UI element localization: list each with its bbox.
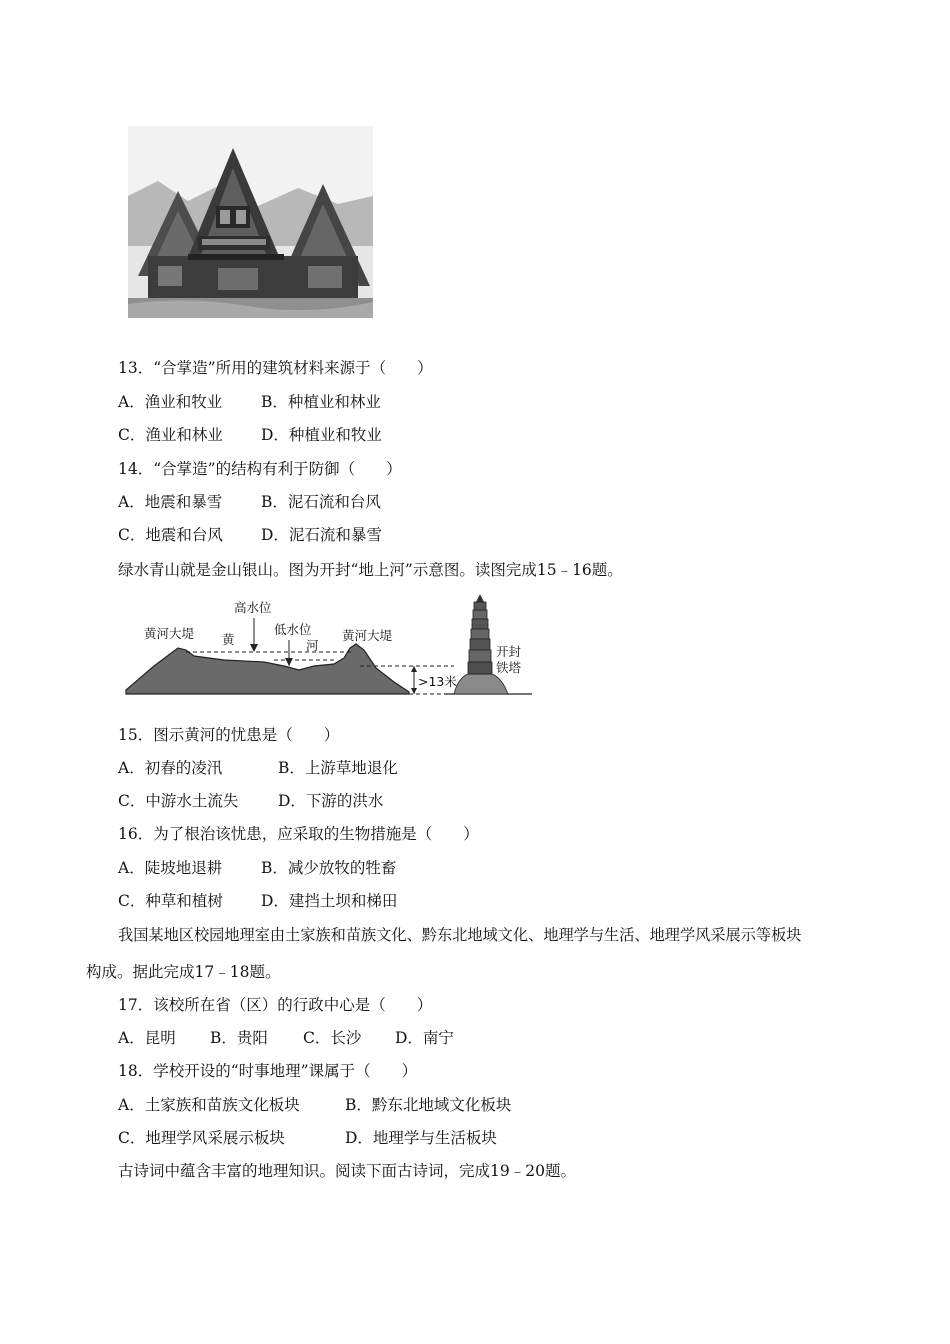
question-16-option-d: D．建挡土坝和梯田 (261, 892, 398, 910)
question-14-option-a: A．地震和暴雪 (118, 493, 223, 511)
question-18-stem: 18．学校开设的“时事地理”课属于（ ） (118, 1062, 418, 1080)
question-17-option-a: A．昆明 (118, 1029, 176, 1047)
question-15-stem: 15．图示黄河的忧患是（ ） (118, 726, 340, 744)
intro-19-20: 古诗词中蕴含丰富的地理知识。阅读下面古诗词，完成19﹣20题。 (118, 1162, 576, 1180)
question-17-option-b: B．贵阳 (210, 1029, 268, 1047)
intro-17-18-line2: 构成。据此完成17﹣18题。 (86, 963, 281, 981)
question-17-stem: 17．该校所在省（区）的行政中心是（ ） (118, 996, 433, 1014)
label-low-water: 低水位 (274, 622, 312, 637)
question-17-option-d: D．南宁 (395, 1029, 454, 1047)
label-tower-1: 开封 (496, 644, 522, 659)
intro-17-18-line1: 我国某地区校园地理室由土家族和苗族文化、黔东北地域文化、地理学与生活、地理学风采展示等板块 (118, 926, 802, 944)
intro-15-16: 绿水青山就是金山银山。图为开封“地上河”示意图。读图完成15﹣16题。 (118, 561, 623, 579)
question-16-option-b: B．减少放牧的牲畜 (261, 859, 397, 877)
question-13-option-c: C．渔业和林业 (118, 426, 223, 444)
question-14-stem: 14．“合掌造”的结构有利于防御（ ） (118, 460, 402, 478)
question-18-option-a: A．土家族和苗族文化板块 (118, 1096, 300, 1114)
question-16-option-a: A．陡坡地退耕 (118, 859, 223, 877)
question-16-option-c: C．种草和植树 (118, 892, 223, 910)
question-13-option-d: D．种植业和牧业 (261, 426, 382, 444)
question-16-stem: 16．为了根治该忧患，应采取的生物措施是（ ） (118, 825, 479, 843)
above-ground-river-diagram (124, 594, 534, 704)
question-14-option-d: D．泥石流和暴雪 (261, 526, 382, 544)
question-17-option-c: C．长沙 (303, 1029, 362, 1047)
label-river-1: 黄 (222, 632, 235, 647)
gassho-house-photo (128, 126, 373, 318)
question-15-option-a: A．初春的凌汛 (118, 759, 223, 777)
question-18-option-b: B．黔东北地域文化板块 (345, 1096, 512, 1114)
question-18-option-d: D．地理学与生活板块 (345, 1129, 497, 1147)
question-18-option-c: C．地理学风采展示板块 (118, 1129, 285, 1147)
question-14-option-c: C．地震和台风 (118, 526, 223, 544)
label-height: >13米 (418, 674, 457, 689)
label-tower-2: 铁塔 (496, 660, 522, 675)
question-15-option-c: C．中游水土流失 (118, 792, 239, 810)
question-15-option-b: B．上游草地退化 (278, 759, 398, 777)
label-levee-left: 黄河大堤 (144, 626, 195, 641)
label-levee-right: 黄河大堤 (342, 628, 393, 643)
label-river-2: 河 (306, 638, 319, 653)
question-13-option-b: B．种植业和林业 (261, 393, 381, 411)
question-13-option-a: A．渔业和牧业 (118, 393, 223, 411)
question-15-option-d: D．下游的洪水 (278, 792, 384, 810)
label-high-water: 高水位 (234, 600, 272, 615)
question-13-stem: 13．“合掌造”所用的建筑材料来源于（ ） (118, 359, 433, 377)
question-14-option-b: B．泥石流和台风 (261, 493, 381, 511)
